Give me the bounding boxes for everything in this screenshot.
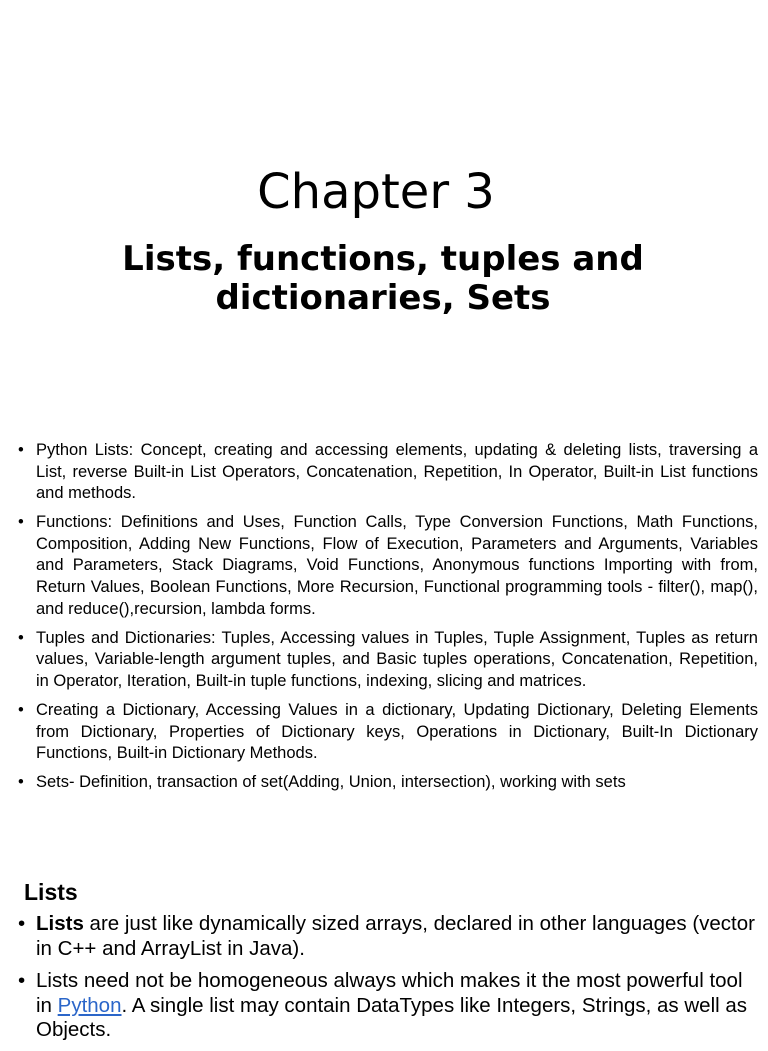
- chapter-subtitle: Lists, functions, tuples and dictionaries, Sets: [122, 239, 644, 318]
- syllabus-item-sets: [18, 772, 758, 794]
- syllabus-item-text: Creating a Dictionary, Accessing Values in a dictionary, Updating Dictionary, Deleting Elements from Dictionary, Properties of Dictionary keys, Operations in Dictionary, Built-In Dictionary Functions, Built-in Dictionary Methods.: [36, 701, 758, 763]
- bullet-icon: •: [18, 628, 24, 647]
- syllabus-item-text: Sets- Definition, transaction of set(Adding, Union, intersection), working with sets: [36, 773, 626, 792]
- bold-term: Lists: [36, 912, 84, 935]
- lists-points: [18, 912, 758, 1051]
- syllabus-item-tuples-dictionaries: [18, 628, 758, 693]
- bullet-icon: •: [18, 701, 24, 720]
- section-heading: Lists: [24, 879, 78, 905]
- chapter-title: Chapter 3: [257, 164, 495, 220]
- lists-point: [18, 969, 758, 1043]
- point-text: . A single list may contain DataTypes like Integers, Strings, as well as Objects.: [36, 993, 748, 1041]
- lists-slide: [0, 870, 768, 1041]
- bullet-icon: •: [18, 912, 26, 935]
- lists-point: [18, 912, 758, 961]
- syllabus-item-functions: [18, 512, 758, 620]
- python-link[interactable]: Python: [57, 993, 122, 1017]
- bullet-icon: •: [18, 773, 24, 792]
- syllabus-item-python-lists: [18, 440, 758, 505]
- syllabus-item-text: Python Lists: Concept, creating and accessing elements, updating & deleting lists, traversing a List, reverse Built-in List Operators, Concatenation, Repetition, In Operator, Built-in List functions and methods.: [36, 441, 758, 503]
- syllabus-item-dictionary: [18, 700, 758, 765]
- syllabus-list: [18, 440, 758, 801]
- point-text: are just like dynamically sized arrays, declared in other languages (vector in C++ and ArrayList in Java).: [36, 912, 755, 960]
- bullet-icon: •: [18, 969, 26, 992]
- bullet-icon: •: [18, 513, 24, 532]
- syllabus-item-text: Tuples and Dictionaries: Tuples, Accessing values in Tuples, Tuple Assignment, Tuples as return values, Variable-length argument tuples, and Basic tuples operations, Concatenation, Repetition, in Operator, Iteration, Built-in tuple functions, indexing, slicing and matrices.: [36, 628, 758, 690]
- point-text: Lists need not be homogeneous always which makes it the most powerful tool in: [36, 969, 743, 1017]
- syllabus-item-text: Functions: Definitions and Uses, Function Calls, Type Conversion Functions, Math Functions, Composition, Adding New Functions, Flow of Execution, Parameters and Arguments, Variables and Parameters, Stack Diagrams, Void Functions, Anonymous functions Importing with from, Return Values, Boolean Functions, More Recursion, Functional programming tools - filter(), map(), and reduce(),recursion, lambda forms.: [36, 513, 758, 618]
- bullet-icon: •: [18, 441, 24, 459]
